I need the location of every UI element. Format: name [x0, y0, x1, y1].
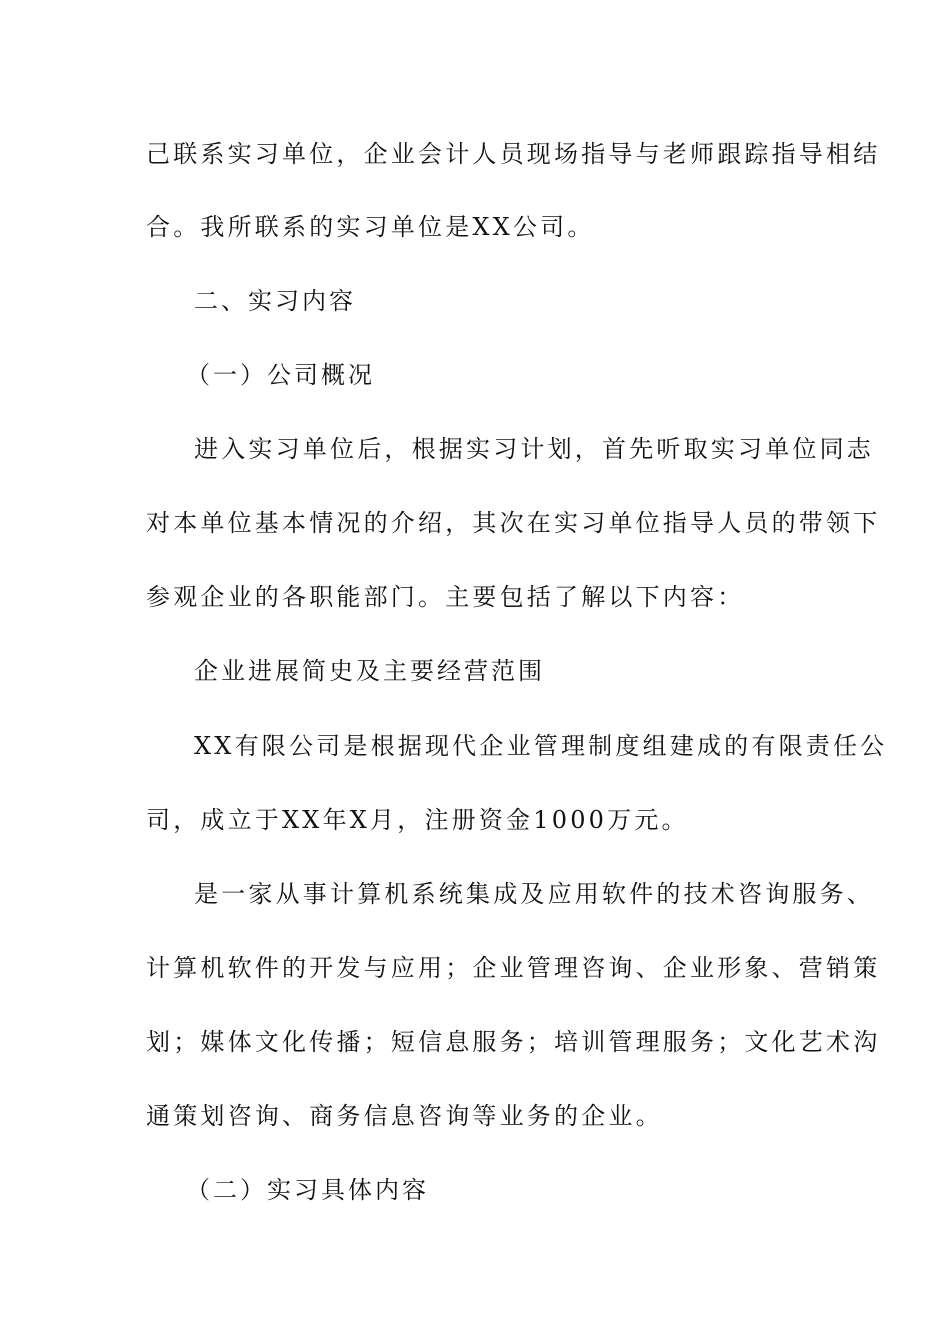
- section-heading-2: 二、实习内容: [194, 287, 356, 315]
- paragraph-4-line-2: 计算机软件的开发与应用；企业管理咨询、企业形象、营销策: [146, 954, 881, 982]
- paragraph-3-line-1: XX有限公司是根据现代企业管理制度组建成的有限责任公: [194, 732, 888, 760]
- paragraph-4-line-1: 是一家从事计算机系统集成及应用软件的技术咨询服务、: [194, 880, 874, 908]
- paragraph-4-line-3: 划；媒体文化传播；短信息服务；培训管理服务；文化艺术沟: [146, 1028, 881, 1056]
- paragraph-2-line-2: 对本单位基本情况的介绍，其次在实习单位指导人员的带领下: [146, 509, 881, 537]
- paragraph-2-line-3: 参观企业的各职能部门。主要包括了解以下内容：: [146, 583, 745, 611]
- paragraph-2-line-1: 进入实习单位后，根据实习计划，首先听取实习单位同志: [194, 435, 874, 463]
- subheading-2: （二）实习具体内容: [186, 1176, 429, 1204]
- subheading-1: （一）公司概况: [186, 361, 375, 389]
- paragraph-4-line-4: 通策划咨询、商务信息咨询等业务的企业。: [146, 1102, 663, 1130]
- paragraph-3-line-2: 司，成立于XX年X月，注册资金1000万元。: [146, 806, 689, 834]
- item-heading: 企业进展简史及主要经营范围: [194, 657, 545, 685]
- paragraph-1-line-2: 合。我所联系的实习单位是XX公司。: [146, 213, 595, 241]
- paragraph-1-line-1: 己联系实习单位，企业会计人员现场指导与老师跟踪指导相结: [146, 140, 881, 168]
